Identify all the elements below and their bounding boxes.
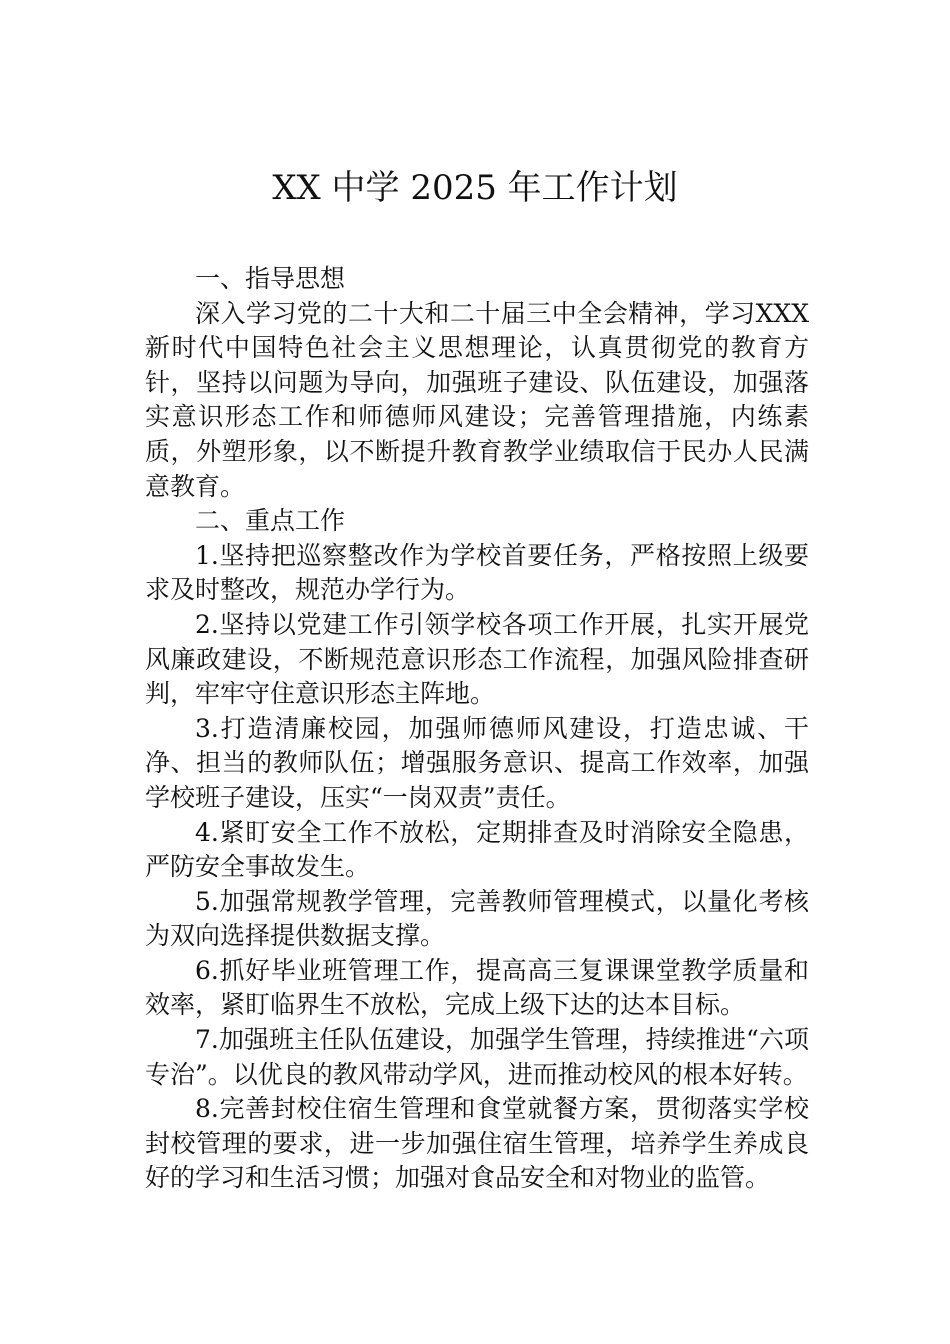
list-item: 2.坚持以党建工作引领学校各项工作开展，扎实开展党风廉政建设，不断规范意识形态工作流程，加强风险排查研判，牢牢守住意识形态主阵地。 bbox=[145, 609, 809, 709]
list-item: 8.完善封校住宿生管理和食堂就餐方案，贯彻落实学校封校管理的要求，进一步加强住宿生管理，培养学生养成良好的学习和生活习惯；加强对食品安全和对物业的监管。 bbox=[145, 1094, 809, 1193]
paragraph-guiding-ideology: 深入学习党的二十大和二十届三中全会精神，学习XXX新时代中国特色社会主义思想理论，认真贯彻党的教育方针，坚持以问题为导向，加强班子建设、队伍建设，加强落实意识形态工作和师德师风建设；完善管理措施，内练素质，外塑形象，以不断提升教育教学业绩取信于民办人民满意教育。 bbox=[145, 298, 809, 501]
section-heading-guiding-ideology: 一、指导思想 bbox=[195, 264, 346, 293]
list-item: 1.坚持把巡察整改作为学校首要任务，严格按照上级要求及时整改，规范办学行为。 bbox=[145, 540, 809, 605]
list-item: 6.抓好毕业班管理工作，提高高三复课课堂教学质量和效率，紧盯临界生不放松，完成上级下达的达本目标。 bbox=[145, 955, 809, 1020]
list-item: 3.打造清廉校园，加强师德师风建设，打造忠诚、干净、担当的教师队伍；增强服务意识、提高工作效率，加强学校班子建设，压实“一岗双责”责任。 bbox=[145, 713, 809, 812]
document-body bbox=[145, 262, 809, 1196]
document-title: XX 中学 2025 年工作计划 bbox=[272, 168, 678, 208]
list-item: 4.紧盯安全工作不放松，定期排查及时消除安全隐患，严防安全事故发生。 bbox=[145, 817, 809, 882]
section-heading-key-work: 二、重点工作 bbox=[195, 506, 346, 536]
list-item: 7.加强班主任队伍建设，加强学生管理，持续推进“六项专治”。以优良的教风带动学风，进而推动校风的根本好转。 bbox=[145, 1025, 809, 1089]
list-item: 5.加强常规教学管理，完善教师管理模式，以量化考核为双向选择提供数据支撑。 bbox=[145, 886, 809, 951]
